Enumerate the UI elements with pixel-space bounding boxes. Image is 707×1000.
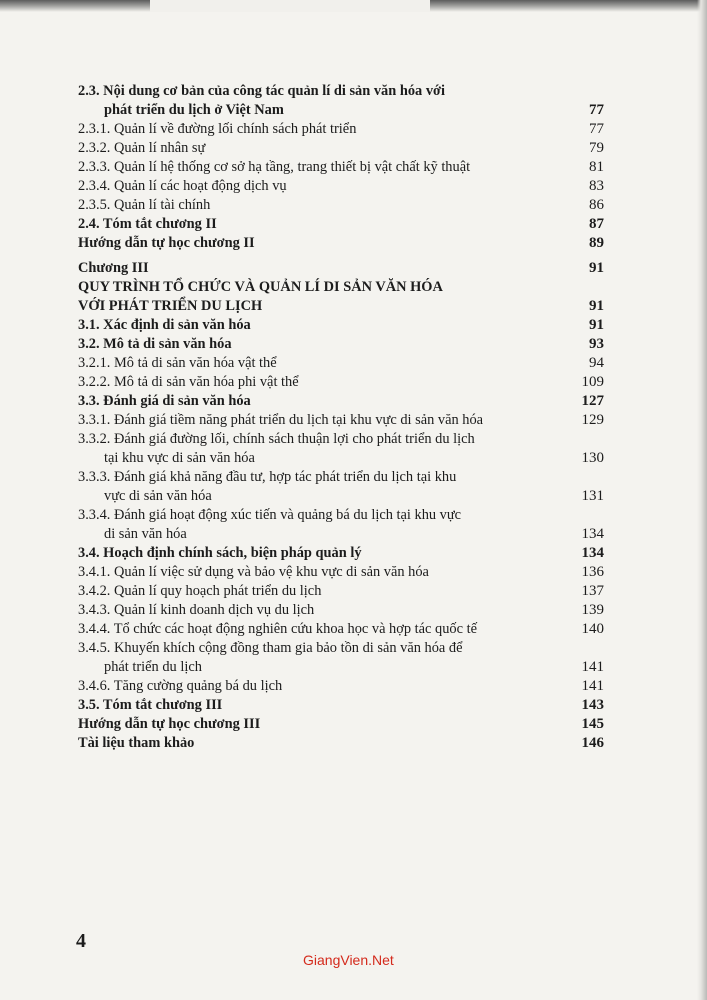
toc-entry-page: 91 bbox=[589, 317, 604, 333]
toc-entry-title: 3.4.3. Quản lí kinh doanh dịch vụ du lịch bbox=[78, 602, 315, 618]
toc-entry-title: 2.3.5. Quản lí tài chính bbox=[78, 197, 211, 213]
toc-entry-title: Chương III bbox=[78, 260, 149, 276]
toc-entry-page: 77 bbox=[589, 102, 604, 118]
toc-entry-title: 3.3. Đánh giá di sản văn hóa bbox=[78, 393, 251, 409]
toc-entry bbox=[78, 297, 606, 316]
toc-entry-title: 2.3.1. Quản lí về đường lối chính sách phát triển bbox=[78, 121, 357, 137]
toc-entry-title: di sản văn hóa bbox=[104, 526, 187, 542]
toc-entry bbox=[78, 196, 606, 215]
toc-entry-title: 3.3.2. Đánh giá đường lối, chính sách thuận lợi cho phát triển du lịch bbox=[78, 431, 475, 447]
toc-entry-page: 94 bbox=[589, 355, 604, 371]
toc-entry bbox=[78, 215, 606, 234]
toc-entry-title: 3.4.5. Khuyến khích cộng đồng tham gia bảo tồn di sản văn hóa để bbox=[78, 640, 463, 656]
toc-entry-title: 3.3.3. Đánh giá khả năng đầu tư, hợp tác phát triển du lịch tại khu bbox=[78, 469, 457, 485]
toc-entry-title: Tài liệu tham khảo bbox=[78, 735, 195, 751]
toc-entry-page: 93 bbox=[589, 336, 604, 352]
toc-entry-page: 141 bbox=[581, 678, 604, 694]
toc-entry bbox=[78, 468, 606, 487]
toc-entry-page: 146 bbox=[581, 735, 604, 751]
toc-entry bbox=[78, 582, 606, 601]
toc-entry bbox=[78, 696, 606, 715]
toc-entry-page: 131 bbox=[581, 488, 604, 504]
toc-entry-title: phát triển du lịch bbox=[104, 659, 202, 675]
toc-entry-page: 83 bbox=[589, 178, 604, 194]
toc-entry-title: 3.2.1. Mô tả di sản văn hóa vật thể bbox=[78, 355, 277, 371]
toc-entry-page: 134 bbox=[581, 526, 604, 542]
toc-entry-title: 3.4.2. Quản lí quy hoạch phát triển du lịch bbox=[78, 583, 322, 599]
toc-entry bbox=[78, 158, 606, 177]
toc-entry-title: 3.2.2. Mô tả di sản văn hóa phi vật thể bbox=[78, 374, 299, 390]
toc-entry bbox=[78, 354, 606, 373]
toc-entry-title: Hướng dẫn tự học chương III bbox=[78, 716, 261, 732]
toc-entry bbox=[78, 316, 606, 335]
toc-entry-title: 3.4.1. Quản lí việc sử dụng và bảo vệ khu vực di sản văn hóa bbox=[78, 564, 429, 580]
toc-entry-page: 87 bbox=[589, 216, 604, 232]
toc-entry-page: 139 bbox=[581, 602, 604, 618]
toc-entry bbox=[78, 139, 606, 158]
table-of-contents bbox=[78, 82, 606, 753]
toc-entry bbox=[78, 544, 606, 563]
toc-entry-title: vực di sản văn hóa bbox=[104, 488, 212, 504]
toc-entry-page: 77 bbox=[589, 121, 604, 137]
toc-entry-page: 136 bbox=[581, 564, 604, 580]
toc-entry bbox=[78, 658, 606, 677]
toc-entry-page: 141 bbox=[581, 659, 604, 675]
toc-entry-page: 79 bbox=[589, 140, 604, 156]
toc-entry bbox=[78, 563, 606, 582]
toc-entry-page: 130 bbox=[581, 450, 604, 466]
toc-entry bbox=[78, 177, 606, 196]
toc-entry bbox=[78, 278, 606, 297]
toc-entry bbox=[78, 430, 606, 449]
toc-entry-title: tại khu vực di sản văn hóa bbox=[104, 450, 255, 466]
toc-entry bbox=[78, 601, 606, 620]
toc-entry-title: 3.3.4. Đánh giá hoạt động xúc tiến và quảng bá du lịch tại khu vực bbox=[78, 507, 462, 523]
toc-entry-page: 137 bbox=[581, 583, 604, 599]
toc-entry bbox=[78, 620, 606, 639]
scan-right-edge bbox=[697, 0, 707, 1000]
toc-entry bbox=[78, 82, 606, 101]
toc-entry-title: 3.4. Hoạch định chính sách, biện pháp quản lý bbox=[78, 545, 362, 561]
toc-entry-title: QUY TRÌNH TỔ CHỨC VÀ QUẢN LÍ DI SẢN VĂN HÓA bbox=[78, 279, 443, 295]
toc-entry bbox=[78, 234, 606, 253]
toc-entry-page: 86 bbox=[589, 197, 604, 213]
toc-entry-page: 127 bbox=[581, 393, 604, 409]
toc-entry bbox=[78, 335, 606, 354]
toc-entry-title: VỚI PHÁT TRIỂN DU LỊCH bbox=[78, 298, 263, 314]
toc-entry bbox=[78, 487, 606, 506]
toc-entry-title: Hướng dẫn tự học chương II bbox=[78, 235, 255, 251]
toc-entry-page: 143 bbox=[581, 697, 604, 713]
toc-entry-title: 2.3.3. Quản lí hệ thống cơ sở hạ tầng, trang thiết bị vật chất kỹ thuật bbox=[78, 159, 471, 175]
toc-entry bbox=[78, 259, 606, 278]
toc-entry bbox=[78, 120, 606, 139]
toc-entry-page: 109 bbox=[581, 374, 604, 390]
page-number: 4 bbox=[76, 930, 86, 952]
toc-entry-title: 3.4.4. Tổ chức các hoạt động nghiên cứu khoa học và hợp tác quốc tế bbox=[78, 621, 477, 637]
toc-entry bbox=[78, 392, 606, 411]
toc-entry-page: 134 bbox=[581, 545, 604, 561]
toc-entry-title: 2.3.4. Quản lí các hoạt động dịch vụ bbox=[78, 178, 287, 194]
watermark: GiangVien.Net bbox=[303, 952, 394, 968]
toc-entry bbox=[78, 506, 606, 525]
toc-entry-page: 91 bbox=[589, 298, 604, 314]
toc-entry bbox=[78, 449, 606, 468]
scan-top-edge bbox=[0, 0, 707, 12]
toc-entry bbox=[78, 373, 606, 392]
toc-entry bbox=[78, 715, 606, 734]
toc-entry bbox=[78, 639, 606, 658]
toc-entry-title: 2.4. Tóm tắt chương II bbox=[78, 216, 217, 232]
toc-entry-title: 2.3. Nội dung cơ bản của công tác quản lí di sản văn hóa với bbox=[78, 83, 445, 99]
toc-entry-title: 3.3.1. Đánh giá tiềm năng phát triển du lịch tại khu vực di sản văn hóa bbox=[78, 412, 484, 428]
toc-entry-page: 81 bbox=[589, 159, 604, 175]
toc-entry-page: 91 bbox=[589, 260, 604, 276]
toc-entry bbox=[78, 411, 606, 430]
toc-entry-title: 3.1. Xác định di sản văn hóa bbox=[78, 317, 251, 333]
toc-entry bbox=[78, 677, 606, 696]
toc-entry bbox=[78, 101, 606, 120]
toc-entry-page: 140 bbox=[581, 621, 604, 637]
toc-entry-title: 3.4.6. Tăng cường quảng bá du lịch bbox=[78, 678, 283, 694]
toc-entry-page: 129 bbox=[581, 412, 604, 428]
toc-entry-title: 2.3.2. Quản lí nhân sự bbox=[78, 140, 206, 156]
toc-entry-page: 145 bbox=[581, 716, 604, 732]
toc-entry-title: phát triển du lịch ở Việt Nam bbox=[104, 102, 284, 118]
toc-entry-title: 3.5. Tóm tắt chương III bbox=[78, 697, 223, 713]
toc-entry-title: 3.2. Mô tả di sản văn hóa bbox=[78, 336, 232, 352]
toc-entry-page: 89 bbox=[589, 235, 604, 251]
toc-entry bbox=[78, 734, 606, 753]
toc-entry bbox=[78, 525, 606, 544]
